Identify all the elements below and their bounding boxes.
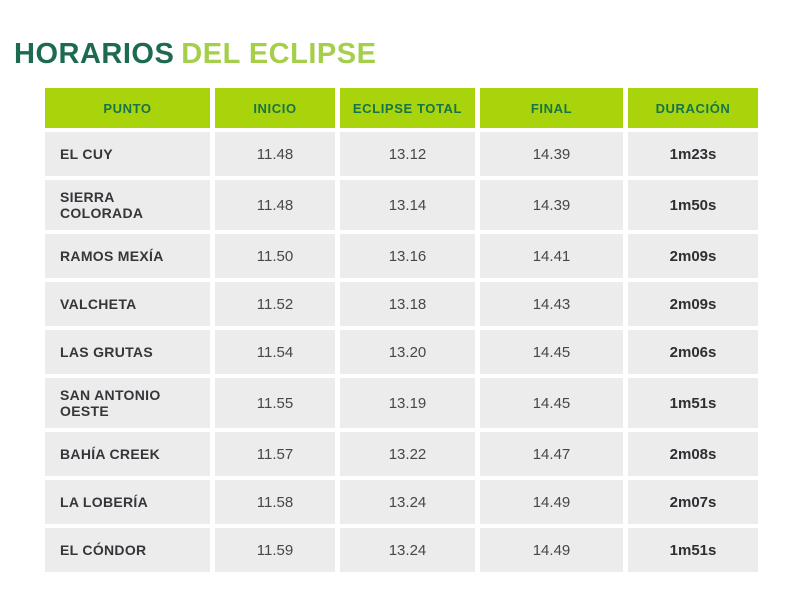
table-row [45, 330, 758, 374]
punto-label: EL CÓNDOR [60, 541, 147, 558]
cell-duracion: 1m23s [628, 132, 758, 176]
cell-inicio: 11.52 [215, 282, 335, 326]
cell-duracion: 2m06s [628, 330, 758, 374]
cell-punto [45, 282, 210, 326]
cell-punto [45, 432, 210, 476]
punto-label: SAN ANTONIO OESTE [60, 386, 161, 419]
column-header-eclipse-total: ECLIPSE TOTAL [340, 88, 475, 128]
table-row [45, 234, 758, 278]
table-row [45, 480, 758, 524]
eclipse-times-table [45, 88, 758, 576]
cell-inicio: 11.48 [215, 180, 335, 230]
table-row [45, 432, 758, 476]
cell-punto [45, 330, 210, 374]
cell-inicio: 11.55 [215, 378, 335, 428]
cell-inicio: 11.59 [215, 528, 335, 572]
punto-label: SIERRA COLORADA [60, 188, 144, 221]
cell-final: 14.39 [480, 132, 623, 176]
column-header-duracion: DURACIÓN [628, 88, 758, 128]
cell-eclipse-total: 13.22 [340, 432, 475, 476]
cell-duracion: 2m07s [628, 480, 758, 524]
cell-eclipse-total: 13.14 [340, 180, 475, 230]
punto-label: RAMOS MEXÍA [60, 247, 164, 264]
punto-label: VALCHETA [60, 295, 137, 312]
title-secondary: DEL ECLIPSE [181, 38, 377, 70]
cell-punto [45, 528, 210, 572]
cell-inicio: 11.50 [215, 234, 335, 278]
punto-label: BAHÍA CREEK [60, 445, 161, 462]
cell-final: 14.49 [480, 528, 623, 572]
cell-final: 14.43 [480, 282, 623, 326]
cell-eclipse-total: 13.16 [340, 234, 475, 278]
column-header-final: FINAL [480, 88, 623, 128]
table-row [45, 378, 758, 428]
cell-duracion: 1m51s [628, 378, 758, 428]
cell-eclipse-total: 13.24 [340, 528, 475, 572]
punto-label: LAS GRUTAS [60, 343, 153, 360]
table-row [45, 282, 758, 326]
cell-final: 14.47 [480, 432, 623, 476]
cell-duracion: 1m50s [628, 180, 758, 230]
cell-punto [45, 132, 210, 176]
title-primary: HORARIOS [14, 38, 175, 70]
punto-label: EL CUY [60, 145, 113, 162]
table-header-row [45, 88, 758, 128]
cell-final: 14.39 [480, 180, 623, 230]
cell-eclipse-total: 13.24 [340, 480, 475, 524]
cell-final: 14.41 [480, 234, 623, 278]
page-title [14, 38, 376, 71]
cell-final: 14.45 [480, 330, 623, 374]
cell-inicio: 11.57 [215, 432, 335, 476]
cell-eclipse-total: 13.19 [340, 378, 475, 428]
table-row [45, 528, 758, 572]
cell-final: 14.49 [480, 480, 623, 524]
cell-punto [45, 234, 210, 278]
cell-final: 14.45 [480, 378, 623, 428]
cell-punto [45, 180, 210, 230]
cell-inicio: 11.54 [215, 330, 335, 374]
cell-duracion: 2m09s [628, 282, 758, 326]
cell-eclipse-total: 13.18 [340, 282, 475, 326]
cell-eclipse-total: 13.12 [340, 132, 475, 176]
cell-eclipse-total: 13.20 [340, 330, 475, 374]
cell-inicio: 11.58 [215, 480, 335, 524]
table-row [45, 180, 758, 230]
punto-label: LA LOBERÍA [60, 493, 149, 510]
table-row [45, 132, 758, 176]
column-header-punto: PUNTO [45, 88, 210, 128]
cell-inicio: 11.48 [215, 132, 335, 176]
cell-duracion: 1m51s [628, 528, 758, 572]
cell-duracion: 2m09s [628, 234, 758, 278]
cell-punto [45, 480, 210, 524]
cell-duracion: 2m08s [628, 432, 758, 476]
column-header-inicio: INICIO [215, 88, 335, 128]
cell-punto [45, 378, 210, 428]
